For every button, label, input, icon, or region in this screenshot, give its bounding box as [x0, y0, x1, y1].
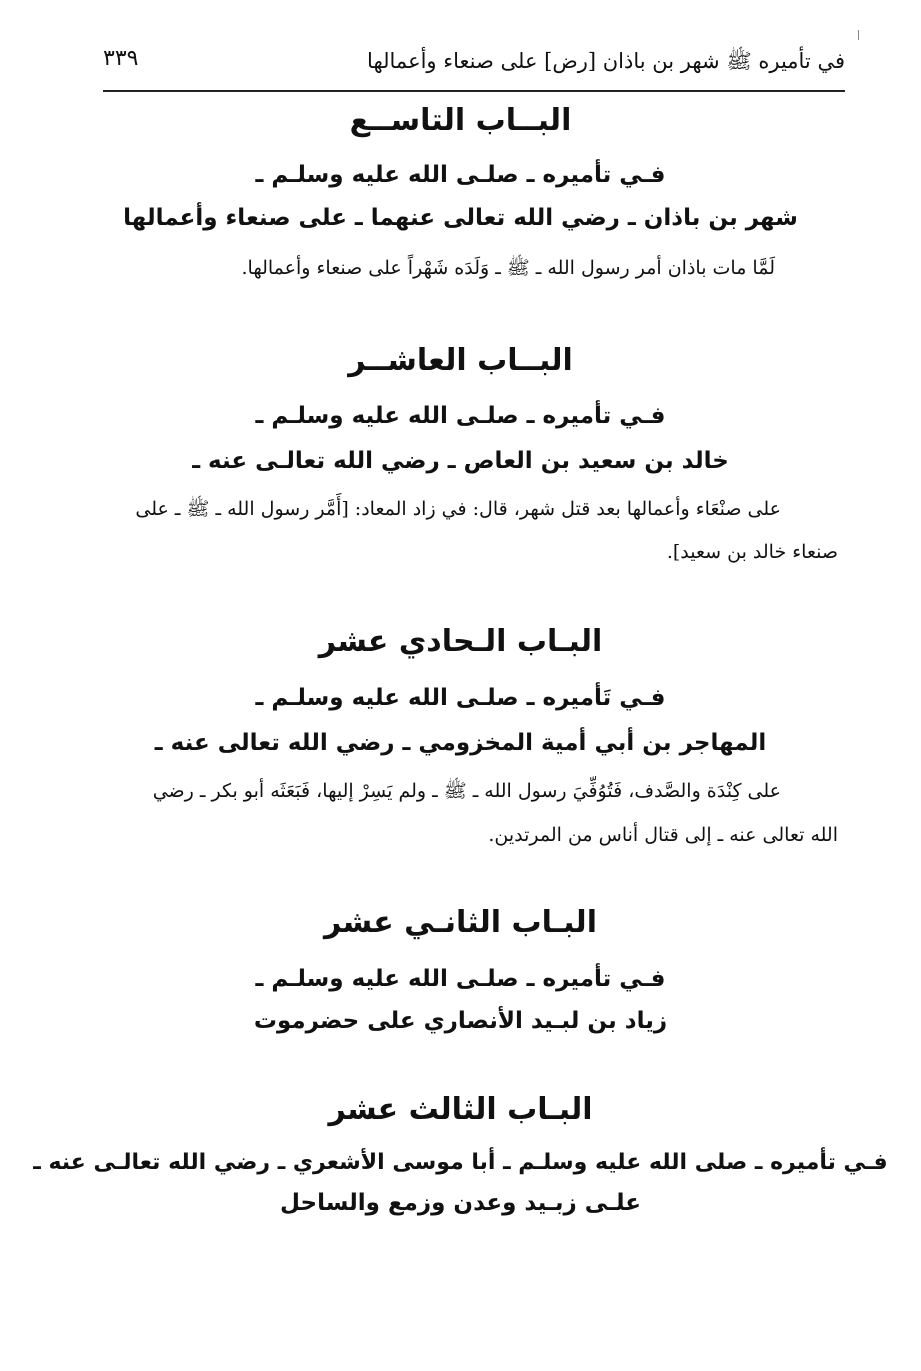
- running-title: في تأميره ﷺ شهر بن باذان [رض] على صنعاء وأعمالها: [367, 49, 845, 73]
- chapter-heading-9: البــاب التاســع: [349, 103, 572, 138]
- chapter-heading-11: البـاب الـحادي عشر: [318, 624, 603, 659]
- chapter-subtitle-line: شهر بن باذان ـ رضي الله تعالى عنهما ـ على صنعاء وأعمالها: [123, 205, 798, 231]
- chapter-subtitle-line: خالد بن سعيد بن العاص ـ رضي الله تعالـى عنه ـ: [192, 448, 729, 474]
- page-number: ٣٣٩: [103, 46, 139, 71]
- chapter-subtitle-line: فـي تأميره ـ صلـى الله عليه وسلـم ـ: [255, 162, 666, 188]
- running-header: [103, 44, 845, 92]
- chapter-body-text: على صنْعَاء وأعمالها بعد قتل شهر، قال: في زاد المعاد: [أَمَّر رسول الله ـ ﷺ ـ على: [135, 498, 781, 520]
- chapter-body-text: لَمَّا مات باذان أمر رسول الله ـ ﷺ ـ وَلَدَه شَهْراً على صنعاء وأعمالها.: [241, 257, 775, 279]
- chapter-heading-13: البـاب الثالث عشر: [328, 1092, 593, 1127]
- chapter-body-text: على كِنْدَة والصَّدف، فَتُوُفِّيَ رسول الله ـ ﷺ ـ ولم يَسِرْ إليها، فَبَعَثَه أبو بكر ـ رضي: [152, 780, 781, 802]
- chapter-subtitle-line: المهاجر بن أبي أمية المخزومي ـ رضي الله تعالى عنه ـ: [154, 730, 767, 756]
- chapter-subtitle-line: فـي تأميره ـ صلـى الله عليه وسلـم ـ: [255, 966, 666, 992]
- chapter-body-text: الله تعالى عنه ـ إلى قتال أناس من المرتدين.: [488, 824, 838, 846]
- chapter-body-text: صنعاء خالد بن سعيد].: [666, 541, 838, 563]
- chapter-subtitle-line: زياد بن لبـيد الأنصاري على حضرموت: [253, 1008, 668, 1034]
- chapter-heading-10: البــاب العاشــر: [348, 343, 573, 378]
- chapter-subtitle-line: فـي تأميره ـ صلى الله عليه وسلـم ـ أبا موسى الأشعري ـ رضي الله تعالـى عنه ـ: [33, 1150, 888, 1175]
- chapter-subtitle-line: علـى زبـيد وعدن وزمع والساحل: [279, 1190, 642, 1216]
- margin-mark: [858, 30, 859, 40]
- chapter-heading-12: البـاب الثانـي عشر: [324, 905, 597, 940]
- chapter-subtitle-line: فـي تأميره ـ صلـى الله عليه وسلـم ـ: [255, 403, 666, 429]
- chapter-subtitle-line: فـي تَأميره ـ صلـى الله عليه وسلـم ـ: [255, 685, 666, 711]
